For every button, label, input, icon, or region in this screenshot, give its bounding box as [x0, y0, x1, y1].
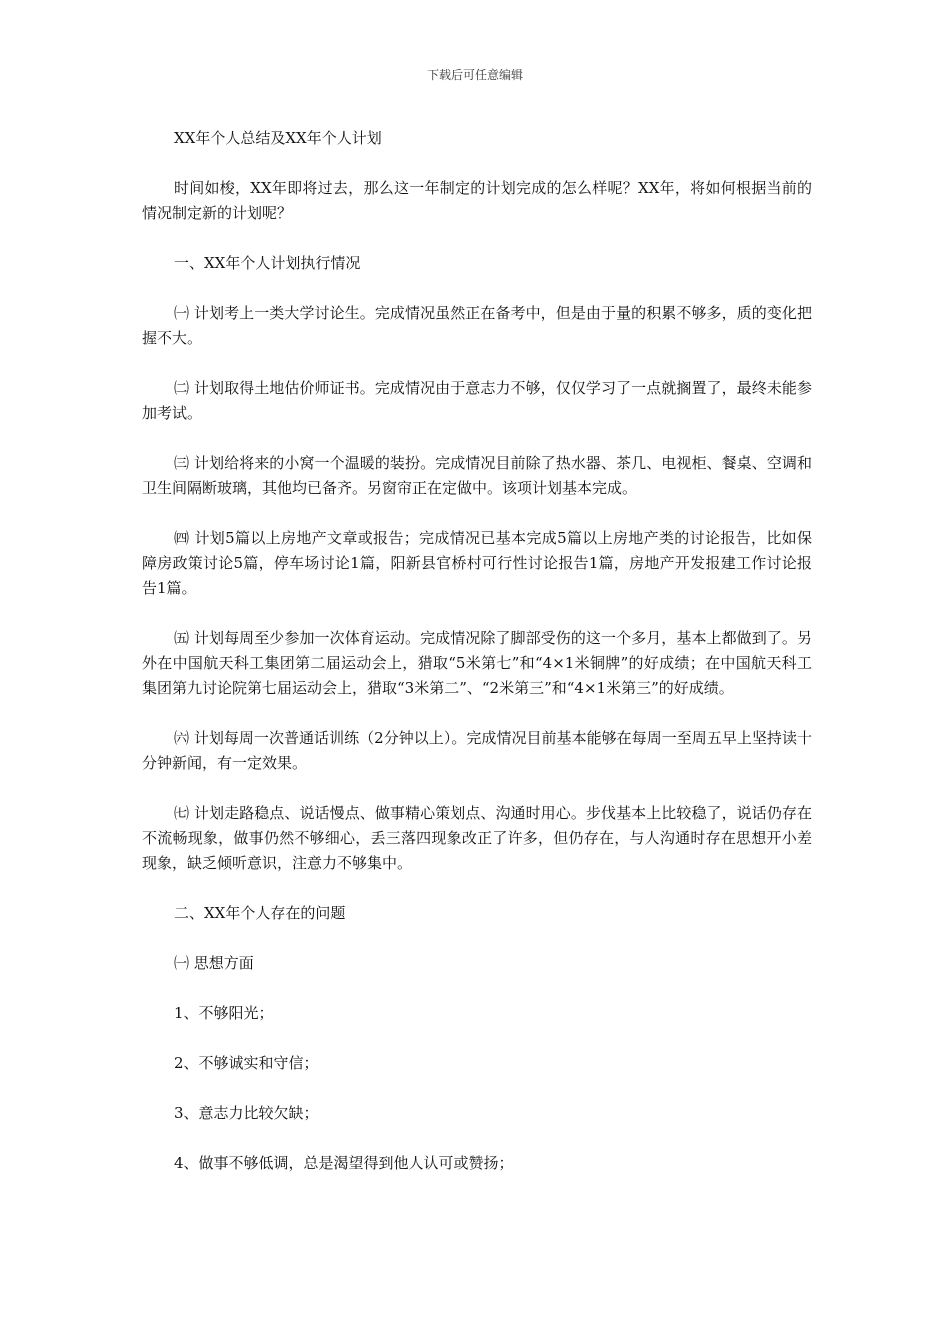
problem-item-1: 1、不够阳光； — [174, 1004, 274, 1022]
document-title: XX年个人总结及XX年个人计划 — [174, 129, 382, 147]
subsection-heading: ㈠ 思想方面 — [174, 954, 254, 972]
document-body — [142, 126, 812, 1201]
paragraph-intro: 时间如梭，XX年即将过去，那么这一年制定的计划完成的怎么样呢？XX年，将如何根据当前的情况制定新的计划呢？ — [142, 179, 812, 222]
section-heading-1: 一、XX年个人计划执行情况 — [174, 254, 361, 272]
plan-item-4: ㈣ 计划5篇以上房地产文章或报告；完成情况已基本完成5篇以上房地产类的讨论报告，比如保障房政策讨论5篇，停车场讨论1篇，阳新县官桥村可行性讨论报告1篇，房地产开发报建工作讨论报告1篇。 — [142, 529, 812, 597]
page-header: 下载后可任意编辑 — [426, 68, 523, 82]
plan-item-6: ㈥ 计划每周一次普通话训练（2分钟以上）。完成情况目前基本能够在每周一至周五早上坚持读十分钟新闻，有一定效果。 — [142, 729, 812, 772]
problem-item-2: 2、不够诚实和守信； — [174, 1054, 319, 1072]
plan-item-1: ㈠ 计划考上一类大学讨论生。完成情况虽然正在备考中，但是由于量的积累不够多，质的变化把握不大。 — [142, 304, 812, 347]
plan-item-3: ㈢ 计划给将来的小窝一个温暖的装扮。完成情况目前除了热水器、茶几、电视柜、餐桌、空调和卫生间隔断玻璃，其他均已备齐。另窗帘正在定做中。该项计划基本完成。 — [142, 454, 812, 497]
plan-item-2: ㈡ 计划取得土地估价师证书。完成情况由于意志力不够，仅仅学习了一点就搁置了，最终未能参加考试。 — [142, 379, 812, 422]
problem-item-3: 3、意志力比较欠缺； — [174, 1104, 319, 1122]
problem-item-4: 4、做事不够低调，总是渴望得到他人认可或赞扬； — [174, 1154, 514, 1172]
plan-item-5: ㈤ 计划每周至少参加一次体育运动。完成情况除了脚部受伤的这一个多月，基本上都做到了。另外在中国航天科工集团第二届运动会上，猎取“5米第七”和“4×1米铜牌”的好成绩；在中国航天科工集团第九讨论院第七届运动会上，猎取“3米第二”、“2米第三”和“4×1米第三”的好成绩。 — [142, 629, 812, 697]
section-heading-2: 二、XX年个人存在的问题 — [174, 904, 346, 922]
plan-item-7: ㈦ 计划走路稳点、说话慢点、做事精心策划点、沟通时用心。步伐基本上比较稳了，说话仍存在不流畅现象，做事仍然不够细心，丢三落四现象改正了许多，但仍存在，与人沟通时存在思想开小差现象，缺乏倾听意识，注意力不够集中。 — [142, 804, 812, 872]
